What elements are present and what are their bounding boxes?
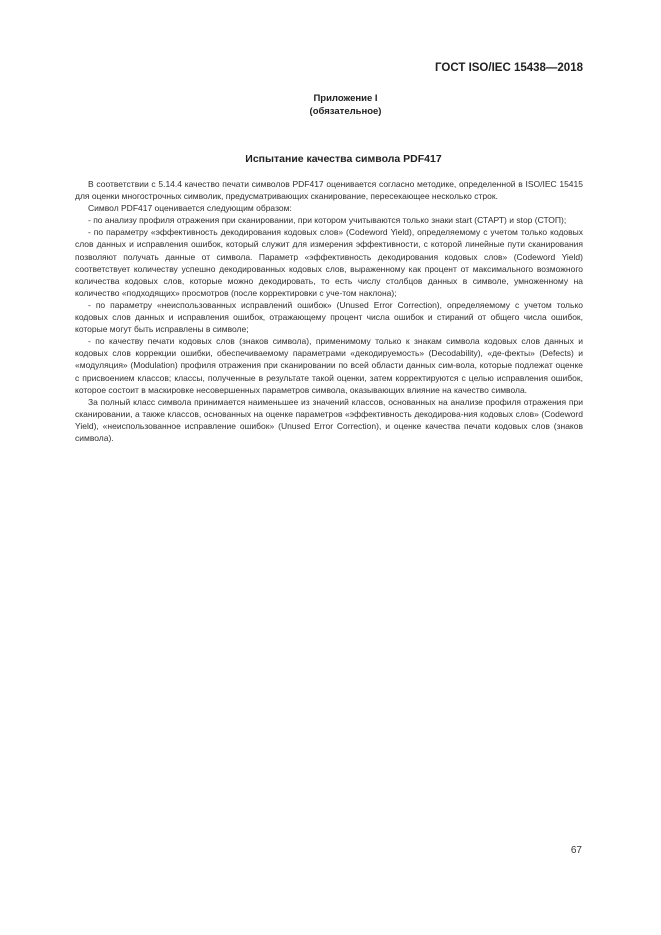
annex-title: Приложение I bbox=[313, 93, 378, 104]
document-code: ГОСТ ISO/IEC 15438—2018 bbox=[435, 62, 583, 74]
list-item-unused-error-correction: - по параметру «неиспользованных исправлений ошибок» (Unused Error Correction), определяемому с учетом только кодовых слов данных и исправления ошибок, отражающему процент числа ошибок и стираний от общего числа ошибок, которые могут быть исправлены в символе; bbox=[75, 299, 583, 335]
annex-heading bbox=[0, 92, 661, 118]
body-text bbox=[75, 178, 583, 444]
paragraph-1: В соответствии с 5.14.4 качество печати символов PDF417 оценивается согласно методике, определенной в ISO/IEC 15415 для оценки многострочных символик, предусматривающих сканирование, пересекающее несколько строк. bbox=[75, 179, 583, 202]
paragraph-2: Символ PDF417 оценивается следующим образом: bbox=[88, 203, 292, 214]
paragraph-overall-grade: За полный класс символа принимается наименьшее из значений классов, основанных на анализе профиля отражения при сканировании, а также классов, основанных на оценке параметров «эффективность декодирова-ния кодовых слов» (Codeword Yield), «неиспользованное исправление ошибок» (Unused Error Correction), и оценке качества печати кодовых слов (знаков символа). bbox=[75, 396, 583, 443]
list-item-print-quality: - по качеству печати кодовых слов (знаков символа), применимому только к знакам символа кодовых слов данных и кодовых слов коррекции ошибки, обеспечиваемому параметрами «декодируемость» (Decodability), «де-фекты» (Defects) и «модуляция» (Modulation) профиля отражения при сканировании по всей области данных сим-вола, которые подлежат оценке с присвоением классов; классы, полученные в результате такой оценки, затем корректируются с целью исправления ошибок, которое состоит в маскировке несовершенных параметров символа, оказывающих влияние на качество символа. bbox=[75, 336, 583, 395]
list-item-start-stop: - по анализу профиля отражения при сканировании, при котором учитываются только знаки start (СТАРТ) и stop (СТОП); bbox=[88, 215, 567, 226]
page-number: 67 bbox=[570, 845, 582, 856]
list-item-codeword-yield: - по параметру «эффективность декодирования кодовых слов» (Codeword Yield), определяемому с учетом только кодовых слов данных и исправления ошибок, который служит для измерения эффективности, с которой линейные пути сканирования позволяют получать данные от символа. Параметр «эффективность декодирования кодовых слов» (Codeword Yield) соответствует количеству успешно декодированных кодовых слов, выраженному как процент от максимального возможного количества кодовых слов, которые можно декодировать, то есть числу столбцов данных в символе, умноженному на количество «подходящих» просмотров (после корректировки с уче-том наклона); bbox=[75, 227, 583, 298]
section-title bbox=[0, 153, 661, 165]
section-title-text: Испытание качества символа PDF417 bbox=[245, 153, 442, 165]
annex-status: (обязательное) bbox=[309, 106, 382, 117]
